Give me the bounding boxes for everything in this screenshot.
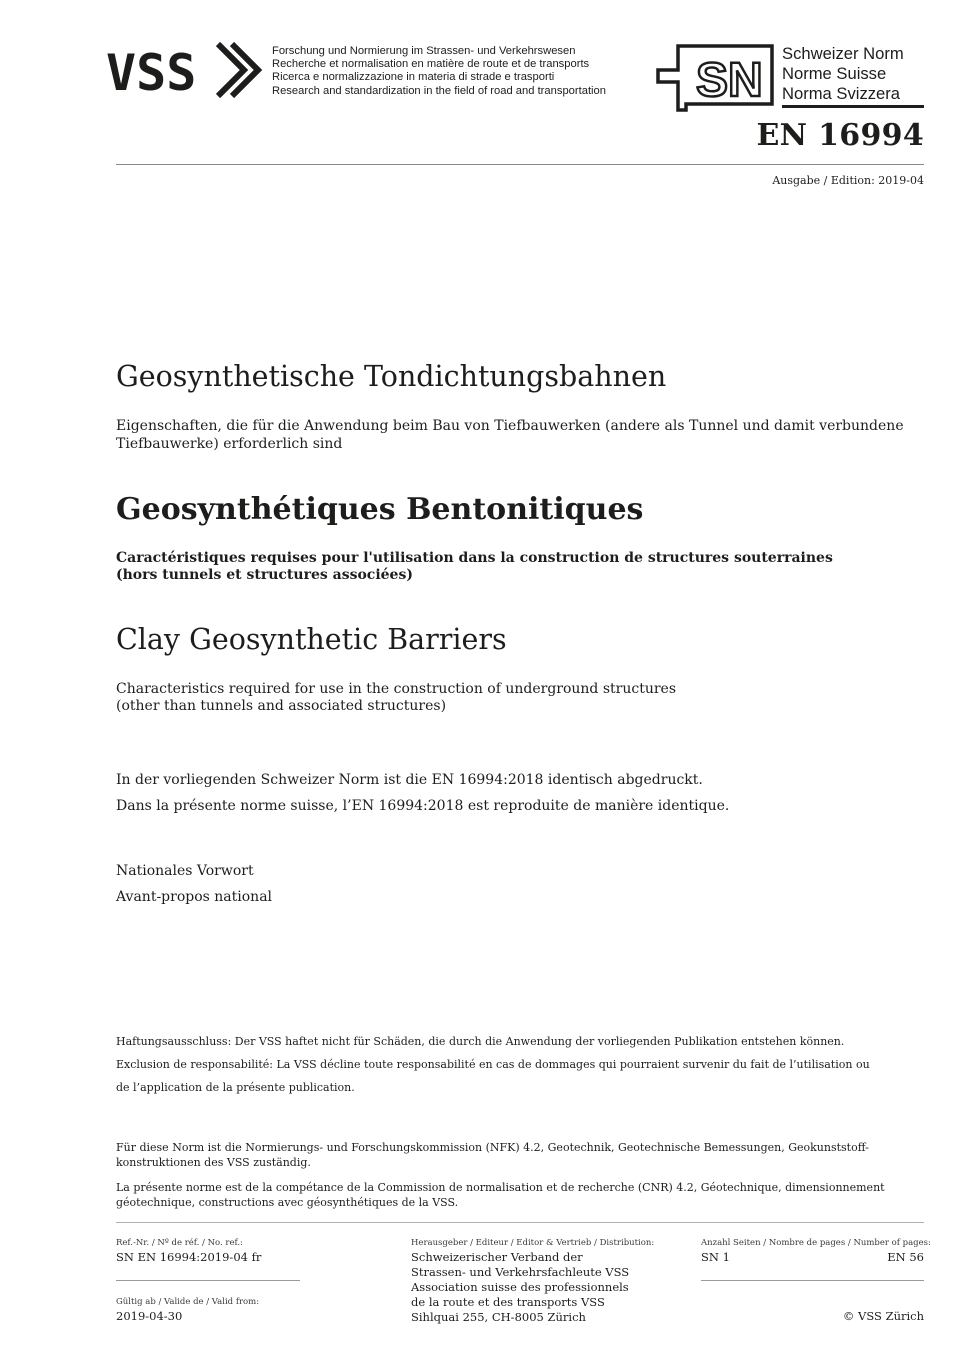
subtitle-french-line-1: Caractéristiques requises pour l'utilisation dans la construction de structures souterraines [116,550,833,566]
ref-divider [116,1280,300,1281]
publisher-label: Herausgeber / Editeur / Editor & Vertrieb / Distribution: [411,1238,655,1248]
title-german: Geosynthetische Tondichtungsbahnen [116,360,667,393]
page-count-en: EN 56 [887,1250,924,1264]
disclaimer-french-line-1: Exclusion de responsabilité: La VSS décline toute responsabilité en cas de dommages qui pourraient survenir du fait de l’utilisation ou [116,1058,870,1071]
ref-number-value: SN EN 16994:2019-04 fr [116,1250,262,1264]
vss-tagline-en: Research and standardization in the field of road and transportation [272,84,606,97]
identical-note-german: In der vorliegenden Schweizer Norm ist die EN 16994:2018 identisch abgedruckt. [116,772,703,788]
norm-name-de: Schweizer Norm [782,44,904,63]
copyright: © VSS Zürich [842,1309,924,1323]
swiss-norm-logo [656,44,778,112]
valid-from-value: 2019-04-30 [116,1309,183,1323]
valid-from-label: Gültig ab / Valide de / Valid from: [116,1297,260,1307]
page-count-sn: SN 1 [701,1250,730,1264]
title-english: Clay Geosynthetic Barriers [116,623,507,656]
publisher-address [411,1250,629,1325]
subtitle-english-line-2: (other than tunnels and associated structures) [116,698,447,714]
national-foreword-french: Avant-propos national [116,889,273,905]
norm-name-it: Norma Svizzera [782,84,901,103]
pages-divider [701,1280,924,1281]
page-count-label: Anzahl Seiten / Nombre de pages / Number of pages: [701,1238,931,1248]
sn-logo-text: SN [696,54,763,107]
subtitle-german: Eigenschaften, die für die Anwendung beim Bau von Tiefbauwerken (andere als Tunnel und damit verbundene Tiefbauwerke) erforderlich sind [116,418,904,452]
responsibility-french: La présente norme est de la compétance de la Commission de normalisation et de recherche (CNR) 4.2, Géotechnique, dimensionnement géotechnique, constructions avec géosynthétiques de la VSS. [116,1181,885,1209]
publisher-line: Association suisse des professionnels [411,1280,629,1294]
header-divider [116,164,924,165]
subtitle-english-line-1: Characteristics required for use in the construction of underground structures [116,681,677,697]
disclaimer-german: Haftungsausschluss: Der VSS haftet nicht für Schäden, die durch die Anwendung der vorliegenden Publikation entstehen können. [116,1035,845,1048]
norm-name-fr: Norme Suisse [782,64,887,83]
publisher-line: Strassen- und Verkehrsfachleute VSS [411,1265,630,1279]
title-french: Geosynthétiques Bentonitiques [116,492,644,527]
footer-divider [116,1222,924,1223]
responsibility-german: Für diese Norm ist die Normierungs- und Forschungskommission (NFK) 4.2, Geotechnik, Geotechnische Bemessungen, Geokunststoff-konstruktionen des VSS zuständig. [116,1141,869,1169]
edition-date: Ausgabe / Edition: 2019-04 [772,174,924,187]
vss-logo [106,40,266,100]
subtitle-french [116,550,916,584]
identical-note-french: Dans la présente norme suisse, l’EN 16994:2018 est reproduite de manière identique. [116,798,730,814]
norm-names [782,44,904,104]
national-foreword-german: Nationales Vorwort [116,863,254,879]
standard-number: EN 16994 [756,118,924,153]
vss-tagline-fr: Recherche et normalisation en matière de route et de transports [272,58,590,71]
vss-tagline-de: Forschung und Normierung im Strassen- und Verkehrswesen [272,45,576,57]
publisher-line: Sihlquai 255, CH-8005 Zürich [411,1310,586,1324]
vss-tagline [272,45,606,98]
ref-number-label: Ref.-Nr. / Nº de réf. / No. ref.: [116,1238,243,1248]
vss-logo-text: VSS [106,44,197,100]
subtitle-french-line-2: (hors tunnels et structures associées) [116,567,413,583]
norm-names-underline [782,105,924,108]
publisher-line: Schweizerischer Verband der [411,1250,583,1264]
publisher-line: de la route et des transports VSS [411,1295,605,1309]
subtitle-english [116,681,916,715]
vss-tagline-it: Ricerca e normalizzazione in materia di strade e trasporti [272,71,555,84]
disclaimer-french-line-2: de l’application de la présente publication. [116,1081,355,1094]
